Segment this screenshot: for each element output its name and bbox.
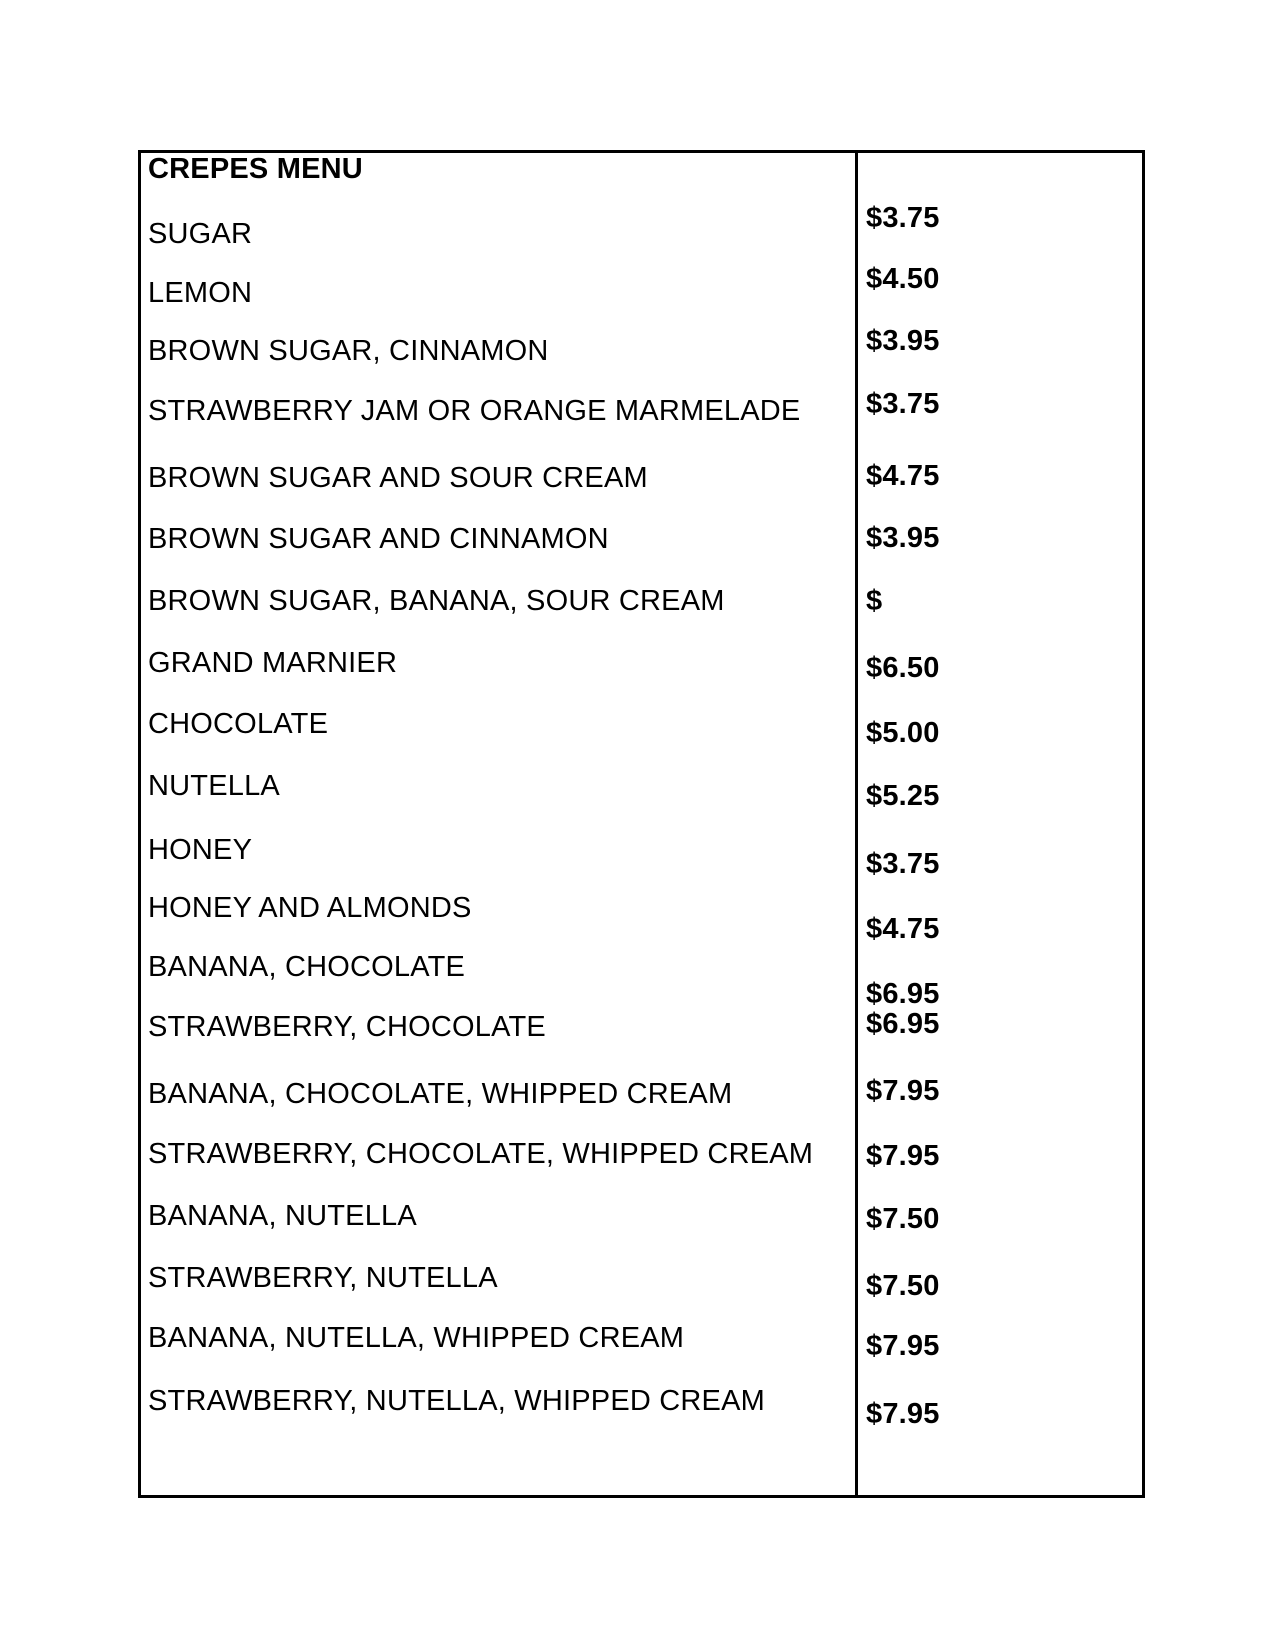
menu-item-name: BANANA, CHOCOLATE bbox=[148, 951, 466, 983]
menu-item-name: SUGAR bbox=[148, 218, 253, 250]
menu-item-price: $6.50 bbox=[866, 652, 940, 684]
menu-item-name: CHOCOLATE bbox=[148, 708, 329, 740]
menu-item-name: BROWN SUGAR, CINNAMON bbox=[148, 335, 549, 367]
menu-item-name: BROWN SUGAR AND SOUR CREAM bbox=[148, 462, 648, 494]
menu-item-price: $7.95 bbox=[866, 1398, 940, 1430]
menu-item-price: $5.00 bbox=[866, 717, 940, 749]
menu-item-name: BANANA, NUTELLA, WHIPPED CREAM bbox=[148, 1322, 685, 1354]
menu-item-price: $3.95 bbox=[866, 325, 940, 357]
menu-item-price: $7.95 bbox=[866, 1330, 940, 1362]
menu-item-price: $7.95 bbox=[866, 1075, 940, 1107]
menu-item-name: BROWN SUGAR AND CINNAMON bbox=[148, 523, 609, 555]
menu-item-name: HONEY bbox=[148, 834, 253, 866]
menu-item-price: $3.75 bbox=[866, 388, 940, 420]
menu-item-name: BROWN SUGAR, BANANA, SOUR CREAM bbox=[148, 585, 725, 617]
menu-item-name: STRAWBERRY, CHOCOLATE, WHIPPED CREAM bbox=[148, 1138, 814, 1170]
menu-item-price: $ bbox=[866, 585, 883, 617]
menu-item-price: $5.25 bbox=[866, 780, 940, 812]
menu-item-price: $6.95 bbox=[866, 978, 940, 1010]
menu-item-name: STRAWBERRY, NUTELLA bbox=[148, 1262, 498, 1294]
menu-item-name: STRAWBERRY, NUTELLA, WHIPPED CREAM bbox=[148, 1385, 765, 1417]
menu-item-price: $7.50 bbox=[866, 1270, 940, 1302]
menu-item-name: BANANA, NUTELLA bbox=[148, 1200, 417, 1232]
menu-item-price: $3.75 bbox=[866, 202, 940, 234]
menu-item-name: STRAWBERRY JAM OR ORANGE MARMELADE bbox=[148, 395, 801, 427]
column-divider bbox=[855, 153, 858, 1495]
menu-item-name: NUTELLA bbox=[148, 770, 280, 802]
menu-item-name: BANANA, CHOCOLATE, WHIPPED CREAM bbox=[148, 1078, 733, 1110]
menu-item-price: $3.75 bbox=[866, 848, 940, 880]
menu-item-name: LEMON bbox=[148, 277, 253, 309]
menu-item-name: HONEY AND ALMONDS bbox=[148, 892, 472, 924]
menu-item-price: $4.75 bbox=[866, 913, 940, 945]
menu-item-price: $7.50 bbox=[866, 1203, 940, 1235]
menu-item-price: $7.95 bbox=[866, 1140, 940, 1172]
menu-item-name: GRAND MARNIER bbox=[148, 647, 398, 679]
menu-title: CREPES MENU bbox=[148, 153, 363, 185]
menu-item-name: STRAWBERRY, CHOCOLATE bbox=[148, 1011, 546, 1043]
menu-item-price: $6.95 bbox=[866, 1008, 940, 1040]
menu-item-price: $3.95 bbox=[866, 522, 940, 554]
menu-item-price: $4.50 bbox=[866, 263, 940, 295]
menu-item-price: $4.75 bbox=[866, 460, 940, 492]
